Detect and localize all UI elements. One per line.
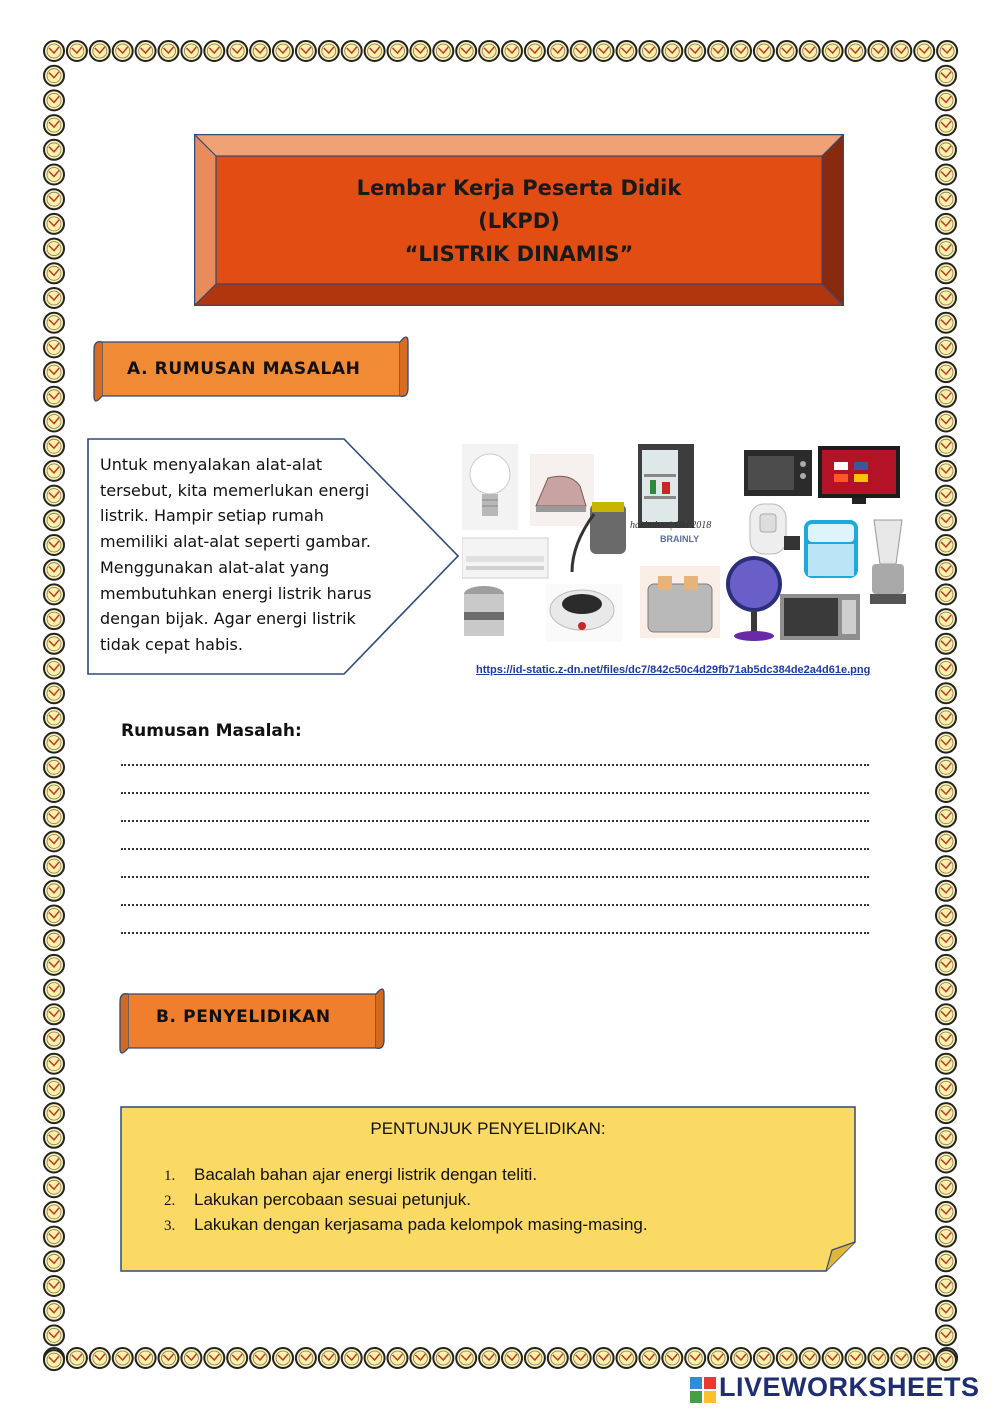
clock-border-icon: [410, 1348, 430, 1368]
clock-border-icon: [800, 41, 820, 61]
clock-border-icon: [891, 1348, 911, 1368]
clock-border-icon: [44, 140, 64, 160]
clock-border-icon: [296, 1348, 316, 1368]
clock-border-icon: [891, 41, 911, 61]
clock-border-icon: [342, 1348, 362, 1368]
clock-border-icon: [44, 881, 64, 901]
clock-border-icon: [296, 41, 316, 61]
clock-border-icon: [319, 41, 339, 61]
clock-border-icon: [936, 510, 956, 530]
clock-border-icon: [113, 41, 133, 61]
mini-fridge-image: [638, 444, 694, 528]
microwave-image: [780, 594, 860, 640]
page-title: [216, 172, 822, 271]
clock-border-icon: [90, 1348, 110, 1368]
clock-border-icon: [44, 1301, 64, 1321]
clock-border-icon: [708, 41, 728, 61]
clock-border-icon: [44, 906, 64, 926]
clock-border-icon: [936, 1177, 956, 1197]
clock-border-icon: [181, 1348, 201, 1368]
clock-border-icon: [936, 708, 956, 728]
clock-border-icon: [44, 288, 64, 308]
clock-border-icon: [250, 1348, 270, 1368]
clock-border-icon: [136, 1348, 156, 1368]
clock-border-icon: [456, 41, 476, 61]
clock-border-icon: [936, 906, 956, 926]
air-conditioner-image: [462, 538, 548, 578]
clock-border-icon: [868, 1348, 888, 1368]
clock-border-icon: [936, 412, 956, 432]
clock-border-icon: [936, 66, 956, 86]
clock-border-icon: [365, 41, 385, 61]
clock-border-icon: [44, 1251, 64, 1271]
clock-border-icon: [44, 757, 64, 777]
clock-border-icon: [639, 41, 659, 61]
hot-plate-image: [546, 584, 622, 642]
list-item-text: Bacalah bahan ajar energi listrik dengan teliti.: [194, 1165, 538, 1184]
clock-border-icon: [936, 1276, 956, 1296]
instructions-title: [120, 1119, 856, 1139]
clock-border-icon: [936, 1004, 956, 1024]
clock-border-icon: [44, 609, 64, 629]
list-item-text: Lakukan percobaan sesuai petunjuk.: [194, 1190, 471, 1209]
clock-border-icon: [479, 1348, 499, 1368]
clock-border-icon: [388, 1348, 408, 1368]
clock-border-icon: [44, 1276, 64, 1296]
clock-border-icon: [936, 782, 956, 802]
clock-border-icon: [936, 930, 956, 950]
clock-border-icon: [365, 1348, 385, 1368]
clock-border-icon: [44, 659, 64, 679]
clock-border-icon: [936, 387, 956, 407]
clock-border-icon: [44, 733, 64, 753]
clock-border-icon: [823, 41, 843, 61]
clock-border-icon: [936, 288, 956, 308]
clock-border-icon: [44, 634, 64, 654]
clock-border-icon: [936, 263, 956, 283]
clock-border-icon: [594, 41, 614, 61]
clock-border-icon: [936, 90, 956, 110]
clock-border-icon: [936, 486, 956, 506]
liveworksheets-logo-icon: [690, 1377, 716, 1403]
clock-border-icon: [44, 337, 64, 357]
toaster-oven-image: [744, 450, 812, 496]
list-item: [164, 1213, 648, 1238]
clock-border-icon: [502, 41, 522, 61]
title-line-1: Lembar Kerja Peserta Didik: [356, 176, 682, 200]
intro-text: Untuk menyalakan alat-alat tersebut, kita memerlukan energi listrik. Hampir setiap rumah memiliki alat-alat seperti gambar. Menggunakan alat-alat yang membutuhkan energi listrik harus dengan bijak. Agar energi listrik tidak cepat habis.: [100, 455, 372, 654]
clock-border-icon: [936, 461, 956, 481]
clock-border-icon: [44, 831, 64, 851]
clock-border-icon: [936, 313, 956, 333]
list-item-text: Lakukan dengan kerjasama pada kelompok masing-masing.: [194, 1215, 648, 1234]
clock-border-icon: [708, 1348, 728, 1368]
clock-border-icon: [181, 41, 201, 61]
instructions-title-text: PENTUNJUK PENYELIDIKAN: [370, 1119, 601, 1138]
section-b-heading: B. PENYELIDIKAN: [156, 1007, 331, 1027]
clock-border-icon: [731, 41, 751, 61]
instructions-list: [164, 1163, 648, 1238]
clock-border-icon: [639, 1348, 659, 1368]
clock-border-icon: [936, 831, 956, 851]
clock-border-icon: [44, 1350, 64, 1370]
clock-border-icon: [936, 1153, 956, 1173]
list-item-number: 1.: [164, 1168, 176, 1184]
clock-border-icon: [44, 683, 64, 703]
clock-border-icon: [914, 1348, 934, 1368]
clock-border-icon: [936, 1202, 956, 1222]
answer-line[interactable]: [121, 904, 869, 906]
clock-border-icon: [44, 1325, 64, 1345]
clock-border-icon: [936, 165, 956, 185]
clock-border-icon: [937, 41, 957, 61]
clock-border-icon: [936, 1251, 956, 1271]
clock-border-icon: [44, 1004, 64, 1024]
clock-border-icon: [548, 41, 568, 61]
clock-border-icon: [846, 1348, 866, 1368]
clock-border-icon: [136, 41, 156, 61]
water-heater-image: [750, 504, 800, 554]
rumusan-masalah-label: Rumusan Masalah:: [121, 721, 302, 741]
clock-border-icon: [44, 1103, 64, 1123]
clock-border-icon: [44, 1054, 64, 1074]
clock-border-icon: [44, 387, 64, 407]
answer-line[interactable]: [121, 876, 869, 878]
list-item: [164, 1188, 648, 1213]
iron-image: [530, 454, 594, 526]
clock-border-icon: [936, 1103, 956, 1123]
clock-border-icon: [44, 313, 64, 333]
clock-border-icon: [662, 1348, 682, 1368]
clock-border-icon: [823, 1348, 843, 1368]
clock-border-icon: [44, 782, 64, 802]
clock-border-icon: [44, 214, 64, 234]
clock-border-icon: [936, 733, 956, 753]
liveworksheets-brand[interactable]: LIVEWORKSHEETS: [719, 1372, 980, 1402]
clock-border-icon: [44, 362, 64, 382]
clock-border-icon: [594, 1348, 614, 1368]
clock-border-icon: [936, 955, 956, 975]
mini-washer-image: [804, 520, 858, 578]
clock-border-icon: [44, 189, 64, 209]
answer-line[interactable]: [121, 792, 869, 794]
clock-border-icon: [936, 436, 956, 456]
clock-border-icon: [571, 41, 591, 61]
clock-border-icon: [936, 189, 956, 209]
clock-border-icon: [44, 1227, 64, 1247]
standing-fan-image: [726, 556, 782, 641]
clock-border-icon: [525, 41, 545, 61]
list-item: [164, 1163, 648, 1188]
clock-border-icon: [936, 1301, 956, 1321]
clock-border-icon: [754, 41, 774, 61]
clock-border-icon: [90, 41, 110, 61]
clock-border-icon: [936, 239, 956, 259]
clock-border-icon: [44, 1029, 64, 1049]
clock-border-icon: [44, 436, 64, 456]
clock-border-icon: [67, 1348, 87, 1368]
clock-border-icon: [44, 1078, 64, 1098]
clock-border-icon: [868, 41, 888, 61]
clock-border-icon: [159, 1348, 179, 1368]
clock-border-icon: [227, 1348, 247, 1368]
clock-border-icon: [936, 856, 956, 876]
clock-border-icon: [44, 930, 64, 950]
appliances-collage: [462, 444, 912, 644]
clock-border-icon: [754, 1348, 774, 1368]
collage-caption: hakimium| Okt'2018: [630, 520, 712, 531]
clock-border-icon: [936, 634, 956, 654]
clock-border-icon: [525, 1348, 545, 1368]
collage-brand: BRAINLY: [660, 534, 700, 544]
clock-border-icon: [44, 1153, 64, 1173]
clock-border-icon: [410, 41, 430, 61]
clock-border-icon: [388, 41, 408, 61]
clock-border-icon: [44, 461, 64, 481]
title-line-3: “LISTRIK DINAMIS”: [404, 242, 634, 266]
clock-border-icon: [936, 881, 956, 901]
clock-border-icon: [204, 1348, 224, 1368]
image-source-link[interactable]: https://id-static.z-dn.net/files/dc7/842c50c4d29fb71ab5dc384de2a4d61e.png: [476, 664, 871, 676]
clock-border-icon: [44, 708, 64, 728]
clock-border-icon: [936, 535, 956, 555]
clock-border-icon: [479, 41, 499, 61]
clock-border-icon: [936, 659, 956, 679]
clock-border-icon: [44, 1202, 64, 1222]
clock-border-icon: [44, 263, 64, 283]
clock-border-icon: [227, 41, 247, 61]
clock-border-icon: [44, 165, 64, 185]
clock-border-icon: [44, 584, 64, 604]
clock-border-icon: [936, 1350, 956, 1370]
clock-border-icon: [204, 41, 224, 61]
clock-border-icon: [936, 115, 956, 135]
clock-border-icon: [685, 1348, 705, 1368]
clock-border-icon: [617, 1348, 637, 1368]
clock-border-icon: [44, 90, 64, 110]
clock-border-icon: [936, 807, 956, 827]
clock-border-icon: [44, 807, 64, 827]
answer-line[interactable]: [121, 820, 869, 822]
clock-border-icon: [777, 1348, 797, 1368]
clock-border-icon: [44, 560, 64, 580]
clock-border-icon: [273, 1348, 293, 1368]
smart-tv-image: [818, 446, 900, 504]
title-line-2: (LKPD): [478, 209, 560, 233]
clock-border-icon: [44, 1177, 64, 1197]
answer-line[interactable]: [121, 932, 869, 934]
clock-border-icon: [250, 41, 270, 61]
toaster-image: [640, 566, 720, 638]
clock-border-icon: [44, 1128, 64, 1148]
clock-border-icon: [936, 140, 956, 160]
clock-border-icon: [914, 41, 934, 61]
clock-border-icon: [319, 1348, 339, 1368]
clock-border-icon: [936, 560, 956, 580]
clock-border-icon: [662, 41, 682, 61]
instructions-title-colon: :: [600, 1119, 606, 1138]
clock-border-icon: [456, 1348, 476, 1368]
clock-border-icon: [433, 1348, 453, 1368]
clock-border-icon: [44, 115, 64, 135]
clock-border-icon: [44, 955, 64, 975]
light-bulb-image: [462, 444, 518, 530]
clock-border-icon: [159, 41, 179, 61]
clock-border-icon: [44, 412, 64, 432]
clock-border-icon: [571, 1348, 591, 1368]
clock-border-icon: [936, 683, 956, 703]
answer-line[interactable]: [121, 848, 869, 850]
clock-border-icon: [936, 1128, 956, 1148]
clock-border-icon: [342, 41, 362, 61]
clock-border-icon: [44, 41, 64, 61]
clock-border-icon: [936, 1325, 956, 1345]
clock-border-icon: [44, 239, 64, 259]
clock-border-icon: [800, 1348, 820, 1368]
clock-border-icon: [936, 1227, 956, 1247]
clock-border-icon: [936, 214, 956, 234]
blender-image: [870, 520, 906, 604]
clock-border-icon: [617, 41, 637, 61]
list-item-number: 3.: [164, 1218, 176, 1234]
list-item-number: 2.: [164, 1193, 176, 1209]
clock-border-icon: [44, 486, 64, 506]
clock-border-icon: [936, 980, 956, 1000]
clock-border-icon: [44, 856, 64, 876]
clock-border-icon: [936, 757, 956, 777]
clock-border-icon: [731, 1348, 751, 1368]
clock-border-icon: [936, 584, 956, 604]
clock-border-icon: [685, 41, 705, 61]
clock-border-icon: [936, 1054, 956, 1074]
clock-border-icon: [67, 41, 87, 61]
clock-border-icon: [936, 362, 956, 382]
clock-border-icon: [433, 41, 453, 61]
answer-line[interactable]: [121, 764, 869, 766]
clock-border-icon: [44, 510, 64, 530]
clock-border-icon: [936, 1029, 956, 1049]
clock-border-icon: [44, 980, 64, 1000]
section-a-heading: A. RUMUSAN MASALAH: [127, 359, 361, 379]
clock-border-icon: [936, 609, 956, 629]
clock-border-icon: [936, 1078, 956, 1098]
clock-border-icon: [44, 66, 64, 86]
clock-border-icon: [113, 1348, 133, 1368]
clock-border-icon: [273, 41, 293, 61]
clock-border-icon: [44, 535, 64, 555]
clock-border-icon: [502, 1348, 522, 1368]
clock-border-icon: [846, 41, 866, 61]
clock-border-icon: [936, 337, 956, 357]
clock-border-icon: [548, 1348, 568, 1368]
rice-cooker-image: [464, 586, 504, 636]
clock-border-icon: [777, 41, 797, 61]
